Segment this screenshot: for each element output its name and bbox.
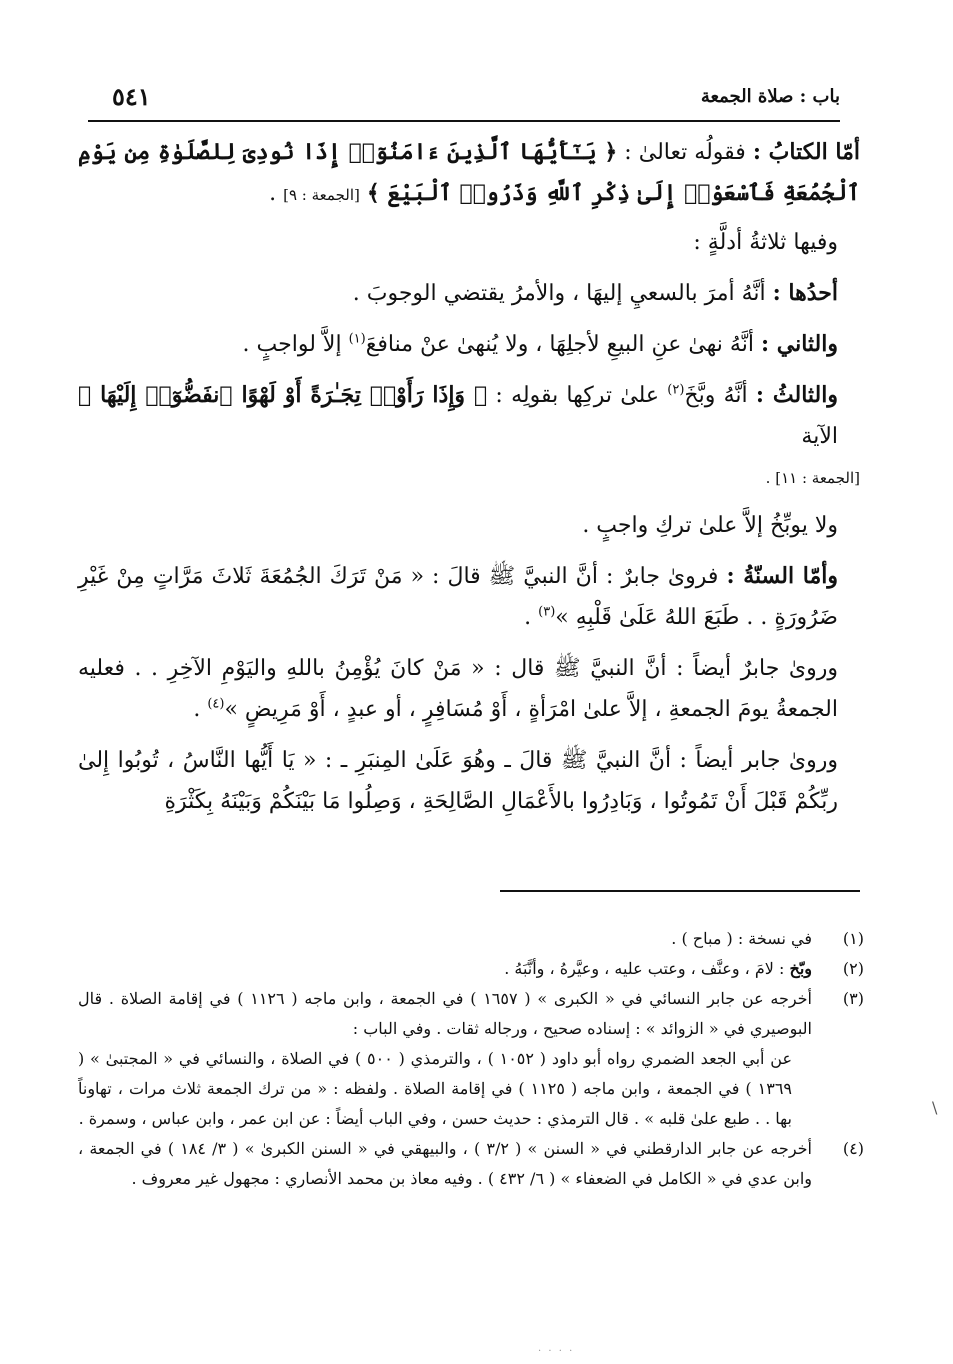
section-lead-kitab: أمّا الكتابُ : [752,139,860,165]
paragraph-three-proofs: وفيها ثلاثةُ أدلَّةٍ : [693,230,838,255]
sentence-end: . [524,605,532,630]
proof-label-third: والثالثُ : [755,382,838,408]
footnote-marker-1[interactable]: (١) [348,331,366,347]
section-lead-sunnah: وأمّا السنّةُ : [726,563,838,589]
footnote-marker-3[interactable]: (٣) [538,604,556,620]
verse-reference: [الجمعة : ٩] [283,186,360,204]
paragraph-text: علىٰ تركِها بقولِه : [495,383,659,408]
paragraph-hadith-three: وروىٰ جابر أيضاً : أنَّ النبيَّ ﷺ قالَ ـ وهُوَ عَلَىٰ المِنبَرِ ـ : « يَا أَيُّها النَّاسُ ، تُوبُوا إِلىٰ ربِّكُمْ قَبْلَ أَنْ تَمُوتُوا ، وَبَادِرُوا بالأَعْمَالِ الصَّالِحَةِ ، وَصِلُوا مَا بَيْنَكُمْ وَبَيْنَهُ بِكَثْرَةِ [78,748,838,814]
paragraph-sunnah [78,556,860,638]
paragraph-third-proof [78,375,860,457]
footnote-item [78,1134,864,1194]
paragraph-text: الآية [801,424,838,449]
footnote-subtext: عن أبي الجعد الضمري رواه أبو داود ( ١٠٥٢ ) ، والترمذي ( ٥٠٠ ) في الصلاة ، والنسائي في « المجتبىٰ » ( ١٣٦٩ ) في الجمعة ، وابن ماجه ( ١١٢٥ ) في إقامة الصلاة . ولفظه : « من ترك الجمعة ثلاث مرات ، تهاوناً بها . . طبع علىٰ قلبه » . قال الترمذي : حديث حسن ، وفي الباب أيضاً : عن ابن عمر ، وابن عباس ، وسمرة . [78,1049,792,1128]
header-divider [88,120,840,122]
sentence-end: . [269,181,277,206]
paragraph-text: فقولُه تعالىٰ : [624,140,746,165]
footnote-text: : لامَ ، وعنَّف ، وعتب عليه ، وعيَّرهُ ، وأنَّبَهُ . [504,959,785,978]
paragraph-text: أنَّهُ وبَّخَ [684,383,748,408]
paragraph-second-proof [78,324,860,365]
proof-label-first: أحدُها : [772,280,838,306]
paragraph-hadith-two [78,648,860,730]
paragraph-text: إلاَّ لواجبٍ . [242,332,342,357]
footnote-divider [500,890,860,892]
paragraph-rebuke: ولا يوبِّخُ إلاَّ علىٰ تركِ واجبٍ . [582,513,838,538]
footnote-number: (١) [842,929,864,948]
footnote-item [78,984,864,1134]
sentence-end: . [193,697,201,722]
quran-verse: ﴿ وَإِذَا رَأَوْا۟ تِجَـٰرَةً أَوْ لَهْوًا ٱنفَضُّوٓا۟ إِلَيْهَا ﴾ [78,382,488,408]
paragraph-quran-evidence [78,132,860,216]
footnote-term: وبّخ [789,959,812,978]
margin-tick-mark: \ [932,1098,938,1117]
page-number: ٥٤١ [112,82,151,111]
footnote-item [78,954,864,984]
footnote-marker-2[interactable]: (٢) [667,382,685,398]
running-header [88,82,840,116]
footnote-number: (٢) [842,959,864,978]
verse-reference: [الجمعة : ١١] . [765,469,860,487]
paragraph-first-proof [78,273,860,314]
footnotes-section [78,924,864,1194]
footnote-marker-4[interactable]: (٤) [207,696,225,712]
paragraph-text: أنَّهُ أمرَ بالسعيِ إليهَا ، والأمرُ يقتضي الوجوبَ . [352,281,766,306]
hadith-text: وروىٰ جابرٌ أيضاً : أنَّ النبيَّ ﷺ قال : « مَنْ كانَ يُؤْمِنُ باللهِ واليَوْمِ الآخِرِ . . فعليه الجمعةُ يومَ الجمعةِ ، إلاَّ علىٰ امْرَأةٍ ، أَوْ مُسَافِرٍ ، أو عبدٍ ، أَوْ مَرِيضٍ » [78,656,838,722]
proof-label-second: والثاني : [760,331,838,357]
footnote-item [78,924,864,954]
footnote-text: أخرجه عن جابر الدارقطني في « السنن » ( ٣/٢ ) ، والبيهقي في « السنن الكبرىٰ » ( ٣/ ١٨٤ ) في الجمعة ، وابن عدي في « الكامل في الضعفاء » ( ٦/ ٤٣٢ ) . وفيه معاذ بن محمد الأنصاري : مجهول غير معروف . [78,1139,812,1188]
footnote-text: في نسخة : ( مباح ) . [671,929,812,948]
hadith-text: فروىٰ جابرٌ : أنَّ النبيَّ ﷺ قالَ : « مَنْ تَرَكَ الجُمُعَةَ ثَلاثَ مَرَّاتٍ مِنْ غَيْرِ ضَرُورَةٍ . . طَبَعَ اللهُ عَلَىٰ قَلْبِهِ » [78,564,838,630]
chapter-title: باب : صلاة الجمعة [700,86,840,107]
quran-verse: ﴿ يَـٰٓأَيُّهَا ٱلَّذِينَ ءَامَنُوٓا۟ إِذَا نُودِىَ لِلصَّلَوٰةِ مِن يَوْمِ ٱلْجُمُعَةِ فَٱسْعَوْا۟ إِلَىٰ ذِكْرِ ٱللَّهِ وَذَرُوا۟ ٱلْبَيْعَ ﴾ [78,139,860,206]
footnote-text: أخرجه عن جابر النسائي في « الكبرى » ( ١٦٥٧ ) في الجمعة ، وابن ماجه ( ١١٢٦ ) في إقامة الصلاة . قال البوصيري في « الزوائد » : إسناده صحيح ، ورجاله ثقات . وفي الباب : [78,989,813,1038]
paragraph-text: أنَّهُ نهىٰ عنِ البيعِ لأجلِهَا ، ولا يُنهىٰ عنْ منافعَ [365,332,754,357]
main-text [78,132,860,832]
footnote-number: (٣) [842,989,864,1008]
scan-artifact: · · · · [538,1346,575,1357]
footnote-number: (٤) [842,1139,864,1158]
